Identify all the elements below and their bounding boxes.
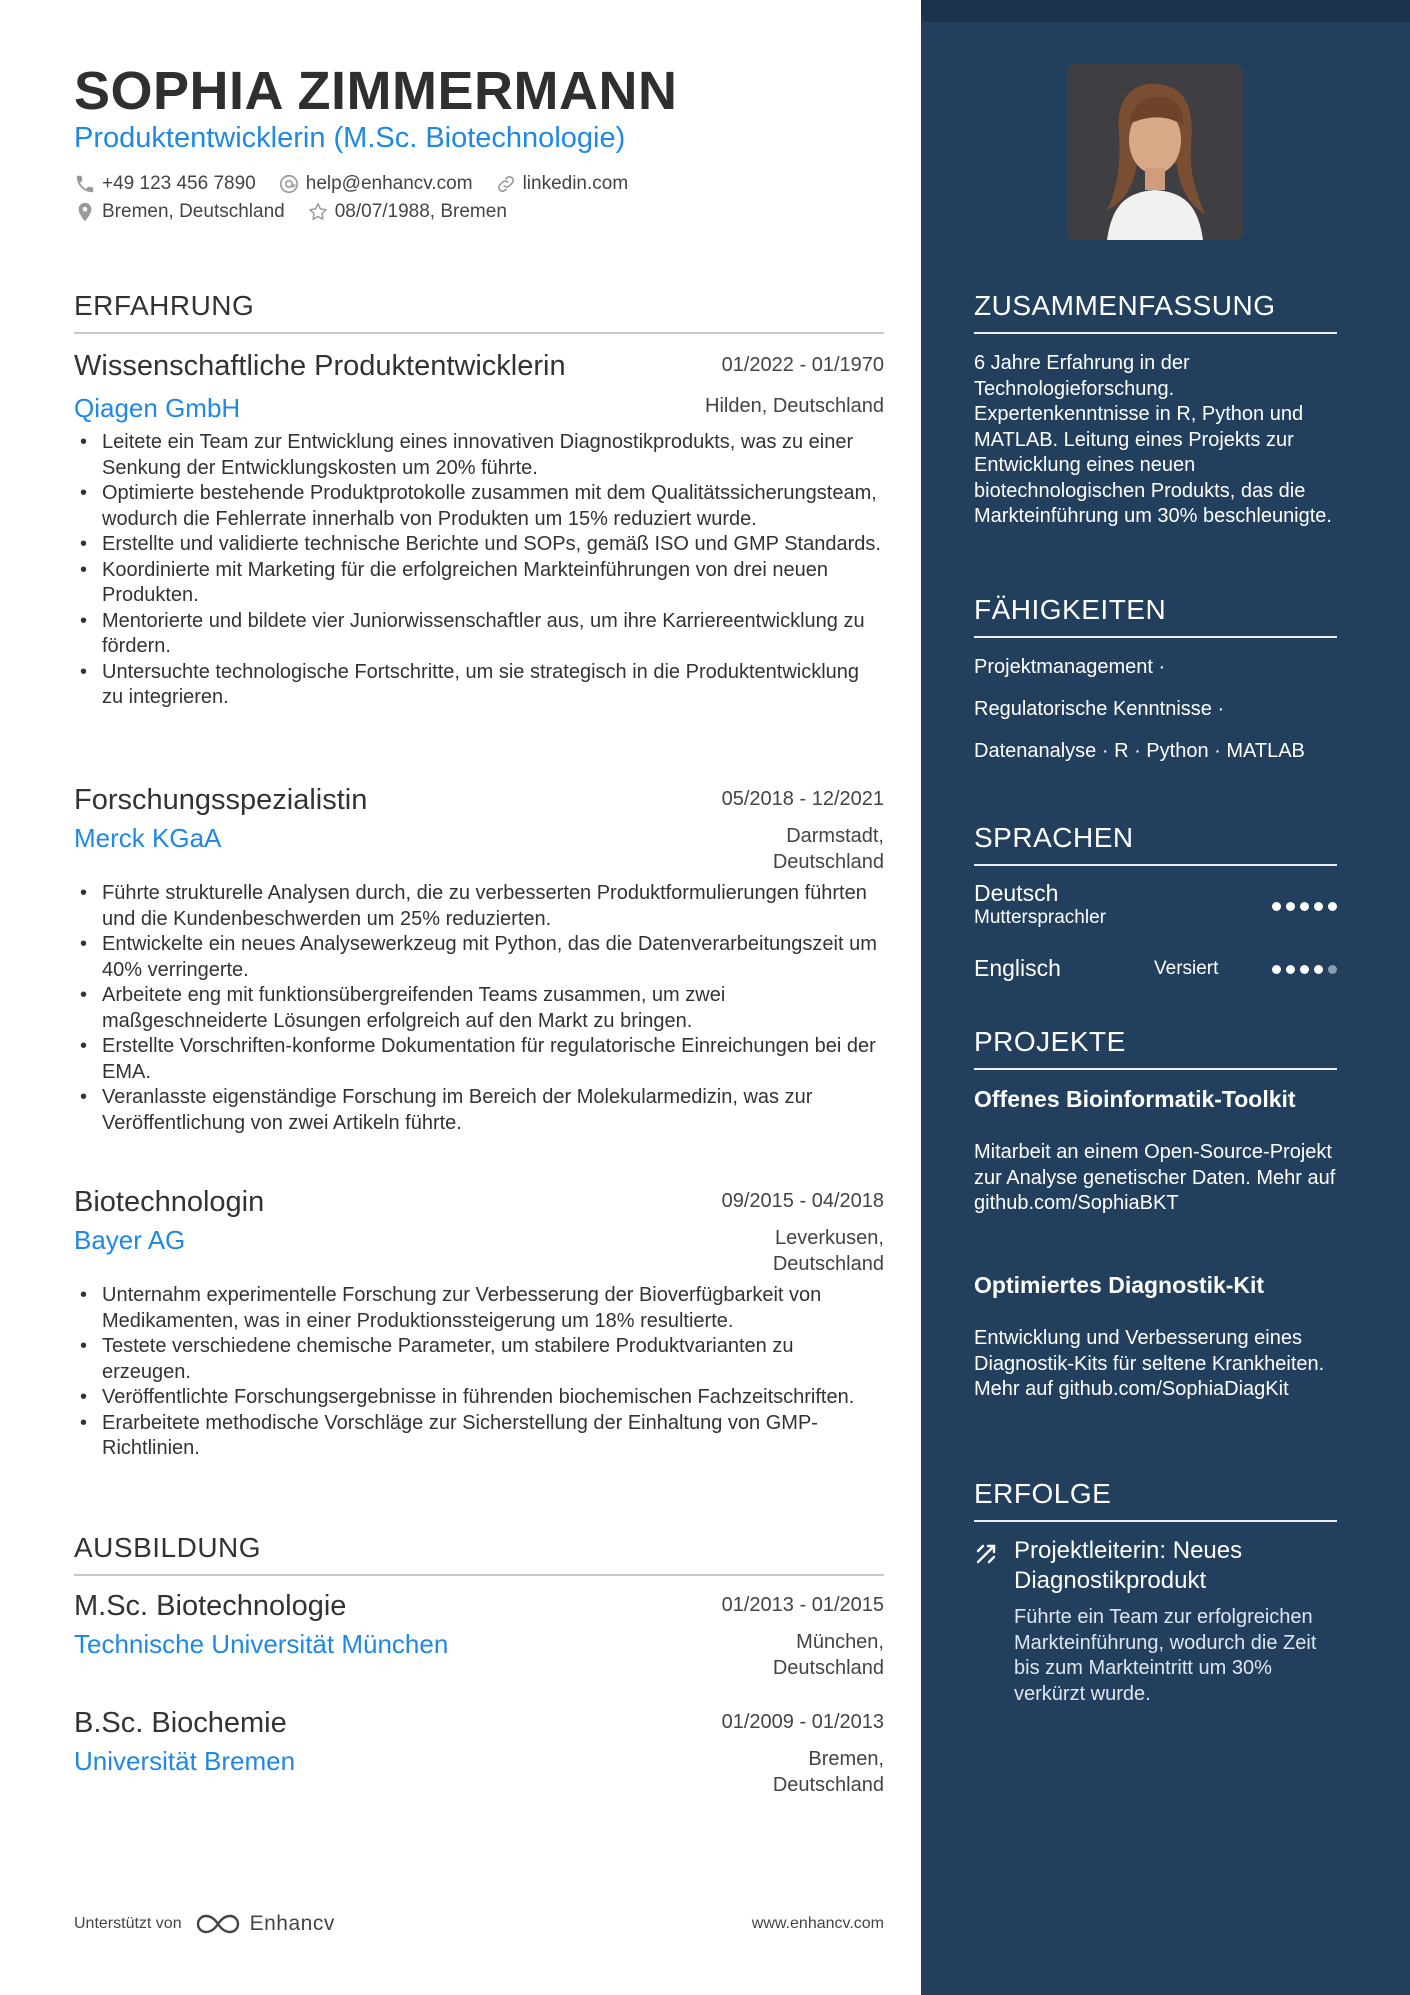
enhancv-logo-icon [194, 1912, 242, 1936]
location-text: Bremen, Deutschland [102, 201, 285, 222]
rating-dot [1300, 902, 1309, 911]
bullet-item: • Erstellte Vorschriften-konforme Dokumentation für regulatorische Einreichungen bei der EMA. [74, 1034, 884, 1085]
bullet-item: • Unternahm experimentelle Forschung zur Verbesserung der Bioverfügbarkeit von Medikamenten, was in einer Produktionssteigerung um 18% resultierte. [74, 1283, 884, 1334]
experience-entry [74, 784, 884, 1136]
email-item[interactable] [278, 173, 473, 195]
link-icon [495, 173, 517, 195]
experience-entry [74, 1186, 884, 1462]
job-location-line: Deutschland [772, 851, 884, 873]
language-rating [1267, 965, 1337, 974]
education-location [773, 1629, 884, 1681]
project-title: Offenes Bioinformatik-Toolkit [974, 1086, 1296, 1112]
school-name[interactable]: Technische Universität München [74, 1629, 449, 1659]
bullet-item: • Veröffentlichte Forschungsergebnisse in führenden biochemischen Fachzeitschriften. [74, 1385, 884, 1411]
achievements-heading: ERFOLGE [974, 1478, 1337, 1522]
sidebar-top-band [921, 0, 1410, 22]
company-name[interactable]: Bayer AG [74, 1225, 186, 1255]
experience-entry [74, 350, 884, 711]
education-location-line: Deutschland [772, 1657, 884, 1679]
brand-block[interactable] [74, 1912, 335, 1936]
education-entry [74, 1590, 884, 1681]
company-name[interactable]: Merck KGaA [74, 823, 222, 853]
phone-icon [74, 173, 96, 195]
job-title: Biotechnologin [74, 1186, 265, 1218]
education-location-line: Deutschland [772, 1774, 884, 1796]
achievement-text: Führte ein Team zur erfolgreichen Markteinführung, wodurch die Zeit bis zum Markteintritt um 30% verkürzt wurde. [1014, 1606, 1317, 1705]
job-location [773, 1225, 884, 1277]
at-icon [278, 173, 300, 195]
languages-heading: SPRACHEN [974, 822, 1337, 866]
footer [74, 1912, 884, 1936]
location-item [74, 201, 285, 223]
summary-heading: ZUSAMMENFASSUNG [974, 290, 1337, 334]
brand-name: Enhancv [249, 1912, 335, 1935]
bullet-item: • Erarbeitete methodische Vorschläge zur Sicherstellung der Einhaltung von GMP-Richtlinien. [74, 1411, 884, 1462]
rating-dot [1286, 965, 1295, 974]
project-text: Entwicklung und Verbesserung eines Diagnostik-Kits für seltene Krankheiten. Mehr auf github.com/SophiaDiagKit [974, 1327, 1325, 1400]
sidebar [921, 0, 1410, 1995]
bullet-item: • Optimierte bestehende Produktprotokolle zusammen mit dem Qualitätssicherungsteam, wodurch die Fehlerrate innerhalb von Produkten um 15% reduziert wurde. [74, 481, 884, 532]
education-date: 01/2013 - 01/2015 [721, 1594, 884, 1616]
job-date: 01/2022 - 01/1970 [721, 354, 884, 376]
education-date: 01/2009 - 01/2013 [721, 1711, 884, 1733]
rating-dot [1328, 965, 1337, 974]
school-name[interactable]: Universität Bremen [74, 1746, 296, 1776]
skill-line: Regulatorische Kenntnisse · [974, 698, 1225, 720]
powered-by-text: Unterstützt von [74, 1915, 182, 1932]
skill-line: Datenanalyse · R · Python · MATLAB [974, 740, 1305, 762]
bullet-item: • Erstellte und validierte technische Berichte und SOPs, gemäß ISO und GMP Standards. [74, 532, 884, 558]
job-location-line: Hilden, Deutschland [705, 395, 884, 417]
education-location-line: Bremen, [808, 1748, 884, 1770]
website-link[interactable]: www.enhancv.com [751, 1915, 884, 1932]
job-location-line: Leverkusen, [775, 1227, 884, 1249]
bullet-item: • Koordinierte mit Marketing für die erfolgreichen Markteinführungen von drei neuen Produkten. [74, 558, 884, 609]
linkedin-item[interactable] [495, 173, 629, 195]
skill-line: Projektmanagement · [974, 656, 1166, 678]
candidate-title: Produktentwicklerin (M.Sc. Biotechnologie) [74, 122, 626, 154]
bullet-item: • Veranlasste eigenständige Forschung im Bereich der Molekularmedizin, was zur Veröffentlichung von zwei Artikeln führte. [74, 1085, 884, 1136]
project-title: Optimiertes Diagnostik-Kit [974, 1272, 1265, 1298]
profile-photo [1067, 64, 1243, 240]
rating-dot [1272, 965, 1281, 974]
projects-heading: PROJEKTE [974, 1026, 1337, 1070]
birth-text: 08/07/1988, Bremen [334, 201, 507, 222]
job-bullets [74, 430, 884, 711]
education-location [773, 1746, 884, 1798]
degree-title: B.Sc. Biochemie [74, 1707, 287, 1739]
bullet-item: • Führte strukturelle Analysen durch, die zu verbesserten Produktformulierungen führten und die Kundenbeschwerden um 25% reduzierten. [74, 881, 884, 932]
location-pin-icon [74, 201, 96, 223]
language-level: Muttersprachler [974, 907, 1106, 928]
job-location [705, 393, 884, 419]
job-title: Forschungsspezialistin [74, 784, 368, 816]
project-text: Mitarbeit an einem Open-Source-Projekt zur Analyse genetischer Daten. Mehr auf github.com/SophiaBKT [974, 1141, 1336, 1214]
rating-dot [1272, 902, 1281, 911]
bullet-item: • Untersuchte technologische Fortschritte, um sie strategisch in die Produktentwicklung zu integrieren. [74, 660, 884, 711]
rating-dot [1314, 965, 1323, 974]
bullet-item: • Mentorierte und bildete vier Juniorwissenschaftler aus, um ihre Karriereentwicklung zu fördern. [74, 609, 884, 660]
job-bullets [74, 1283, 884, 1462]
job-date: 09/2015 - 04/2018 [721, 1190, 884, 1212]
bullet-item: • Arbeitete eng mit funktionsübergreifenden Teams zusammen, um zwei maßgeschneiderte Lösungen erfolgreich auf den Markt zu bringen. [74, 983, 884, 1034]
language-name: Deutsch [974, 880, 1059, 906]
rating-dot [1314, 902, 1323, 911]
birth-item [307, 201, 507, 223]
job-date: 05/2018 - 12/2021 [721, 788, 884, 810]
bullet-item: • Testete verschiedene chemische Parameter, um stabilere Produktvarianten zu erzeugen. [74, 1334, 884, 1385]
education-location-line: München, [796, 1631, 884, 1653]
achievement-title: Projektleiterin: Neues Diagnostikprodukt [1014, 1537, 1243, 1594]
star-icon [307, 201, 329, 223]
contact-info [74, 170, 650, 226]
language-item [974, 955, 1337, 985]
profile-portrait-icon [1067, 64, 1243, 240]
company-name[interactable]: Qiagen GmbH [74, 393, 241, 423]
job-location-line: Darmstadt, [786, 825, 884, 847]
language-rating [1267, 902, 1337, 911]
skills-heading: FÄHIGKEITEN [974, 594, 1337, 638]
rating-dot [1300, 965, 1309, 974]
bullet-item: • Leitete ein Team zur Entwicklung eines innovativen Diagnostikprodukts, was zu einer Senkung der Entwicklungskosten um 20% führte. [74, 430, 884, 481]
bullet-item: • Entwickelte ein neues Analysewerkzeug mit Python, das die Datenverarbeitungszeit um 40% verringerte. [74, 932, 884, 983]
job-location-line: Deutschland [772, 1253, 884, 1275]
education-heading: AUSBILDUNG [74, 1532, 884, 1576]
job-bullets [74, 881, 884, 1136]
rating-dot [1328, 902, 1337, 911]
experience-heading: ERFAHRUNG [74, 290, 884, 334]
rating-dot [1286, 902, 1295, 911]
job-location [773, 823, 884, 875]
language-level: Versiert [1154, 958, 1219, 979]
linkedin-text: linkedin.com [522, 173, 629, 194]
phone-text: +49 123 456 7890 [102, 173, 256, 194]
achievement-icon [974, 1542, 998, 1566]
language-name: Englisch [974, 955, 1061, 981]
candidate-name: SOPHIA ZIMMERMANN [74, 61, 678, 121]
summary-text: 6 Jahre Erfahrung in der Technologieforschung. Expertenkenntnisse in R, Python und MATLAB. Leitung eines Projekts zur Entwicklung eines neuen biotechnologischen Produkts, das die Markteinführung um 30% beschleunigte. [974, 352, 1332, 527]
degree-title: M.Sc. Biotechnologie [74, 1590, 347, 1622]
education-entry [74, 1707, 884, 1798]
language-item [974, 880, 1337, 929]
phone-item[interactable] [74, 173, 256, 195]
job-title: Wissenschaftliche Produktentwicklerin [74, 350, 566, 382]
email-text: help@enhancv.com [305, 173, 473, 194]
